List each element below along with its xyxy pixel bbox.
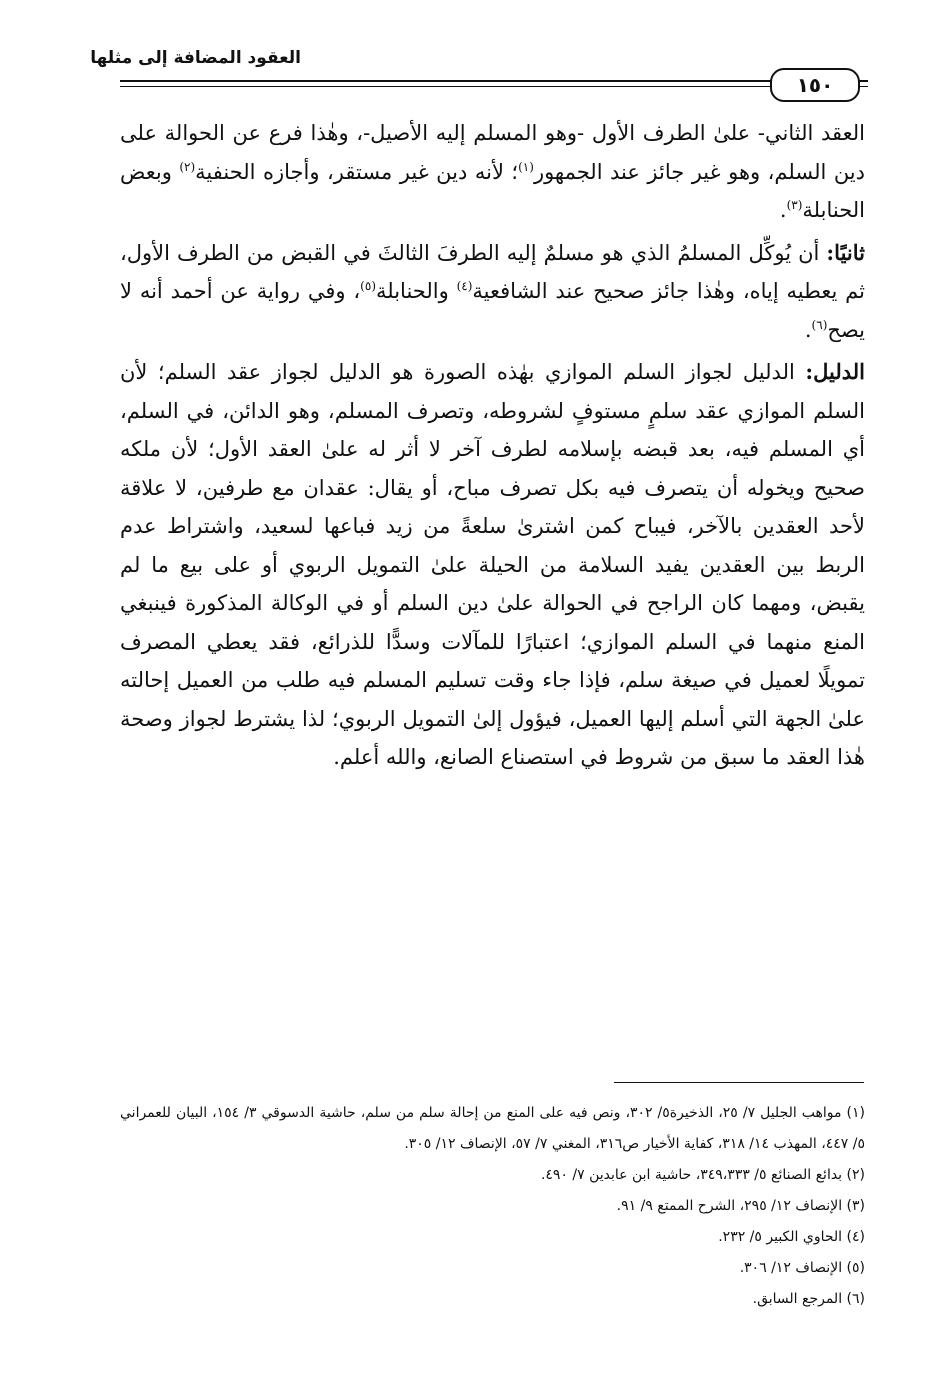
footnote: (٦) المرجع السابق.	[752, 1291, 865, 1307]
paragraph-text: الدليل لجواز السلم الموازي بهٰذه الصورة هو الدليل لجواز عقد السلم؛ لأن السلم الموازي عقد سلمٍ مستوفٍ لشروطه، وتصرف المسلم، وهو الدائن، في السلم، أي المسلم فيه، بعد قبضه بإسلامه لطرف آخر لا أثر له علىٰ العقد الأول؛ لأن ملكه صحيح ويخوله أن يتصرف فيه بكل تصرف مباح، أو يقال: عقدان مع طرفين، لا علاقة لأحد العقدين بالآخر، فيباح كمن اشترىٰ سلعةً من زيد فباعها لسعيد، واشتراط عدم الربط بين العقدين يفيد السلامة من الحيلة علىٰ التمويل الربوي أو على بيع ما لم يقبض، ومهما كان الراجح في الحوالة علىٰ دين السلم أو في الوكالة المذكورة فينبغي المنع منهما في السلم الموازي؛ اعتبارًا للمآلات وسدًّا للذرائع، فقد يعطي المصرف تمويلًا لعميل في صيغة سلم، فإذا جاء وقت تسليم المسلم فيه طلب من العميل إحالته علىٰ الجهة التي أسلم إليها العميل، فيؤول إلىٰ التمويل الربوي؛ لذا يشترط لجواز وصحة هٰذا العقد ما سبق من شروط في استصناع الصانع، والله أعلم.	[120, 360, 865, 769]
footnote-marker: (٣)	[786, 198, 803, 212]
footnote-marker: (١)	[518, 159, 534, 174]
paragraph-lead-in: ثانيًا:	[826, 239, 865, 265]
paragraph-text: .	[779, 198, 787, 222]
footnote: (٤) الحاوي الكبير ٥/ ٢٣٢.	[718, 1229, 865, 1245]
footnotes	[120, 1098, 865, 1315]
footnote-separator	[614, 1082, 864, 1083]
paragraph-text: والحنابلة	[376, 279, 457, 303]
running-title: العقود المضافة إلى مثلها	[90, 48, 301, 68]
paragraph-lead-in: الدليل:	[805, 359, 865, 384]
paragraph-text: .	[804, 317, 812, 342]
paragraph-text: العقد الثاني- علىٰ الطرف الأول -وهو المسلم إليه الأصيل-، وهٰذا فرع عن الحوالة على دين السلم، وهو غير جائز عند الجمهور	[120, 121, 865, 184]
footnote: (٥) الإنصاف ١٢/ ٣٠٦.	[739, 1260, 865, 1276]
paragraph-text: أن يُوكِّل المسلمُ الذي هو مسلمٌ إليه الطرفَ الثالثَ في القبض من الطرف الأول، ثم يعطيه إياه، وهٰذا جائز صحيح عند الشافعية	[120, 240, 865, 303]
header-rule-thin	[120, 86, 868, 87]
footnote-marker: (٥)	[360, 279, 376, 293]
main-text	[120, 114, 865, 781]
paragraph	[120, 114, 865, 230]
paragraph-text: ، وفي رواية عن أحمد أنه لا يصح	[120, 279, 865, 342]
paragraph-text: ؛ لأنه دين غير مستقر، وأجازه الحنفية	[195, 159, 519, 184]
paragraph	[120, 234, 865, 350]
footnote: (٢) بدائع الصنائع ٥/ ٣٤٩،٣٣٣، حاشية ابن عابدين ٧/ ٤٩٠.	[540, 1167, 865, 1183]
paragraph	[120, 353, 865, 777]
footnote: (٣) الإنصاف ١٢/ ٢٩٥، الشرح الممتع ٩/ ٩١.	[616, 1198, 865, 1214]
footnote-marker: (٦)	[811, 317, 828, 332]
footnote-marker: (٤)	[456, 279, 473, 293]
page-number: ١٥٠	[770, 68, 860, 102]
footnote-marker: (٢)	[179, 159, 196, 174]
paragraph-text: وبعض الحنابلة	[120, 159, 865, 222]
header-rule	[120, 80, 868, 82]
footnote: (١) مواهب الجليل ٧/ ٢٥، الذخيرة٥/ ٣٠٢، ونص فيه على المنع من إحالة سلم من سلم، حاشية الدسوقي ٣/ ١٥٤، البيان للعمراني ٥/ ٤٤٧، المهذب ١٤/ ٣١٨، كفاية الأخيار ص٣١٦، المغني ٧/ ٥٧، الإنصاف ١٢/ ٣٠٥.	[120, 1105, 866, 1152]
